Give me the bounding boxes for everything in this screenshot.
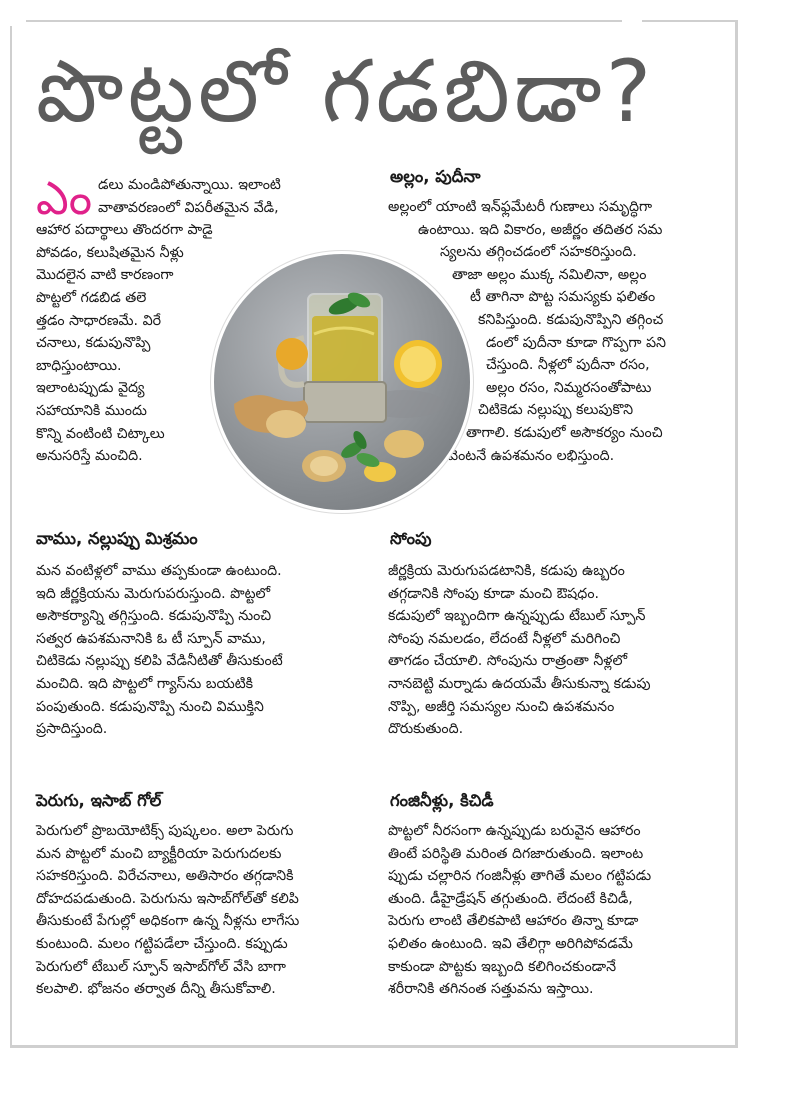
ganji-line: పెరుగు లాంటి తేలికపాటి ఆహారం తిన్నా కూడా [388, 913, 639, 930]
ginger-line: డంలో పుదీనా కూడా గొప్పగా పని [486, 334, 667, 351]
ginger-line: చేస్తుంది. నీళ్లలో పుదీనా రసం, [486, 357, 650, 374]
ginger-line: అల్లం రసం, నిమ్మరసంతోపాటు [486, 379, 652, 396]
ganji-line: తుంది. డీహైడ్రేషన్ తగ్గుతుంది. లేదంటే కిచిడీ, [388, 890, 633, 907]
tea-illustration [214, 254, 470, 510]
sompu-text [388, 560, 718, 741]
perugu-line: దోహదపడుతుంది. పెరుగును ఇసాబ్‌గోల్‌తో కలిపి [36, 890, 299, 907]
ganji-line: ప్పుడు చల్లారిన గంజినీళ్లు తాగితే మలం గట్టిపడు [388, 868, 652, 885]
ginger-line: అల్లంలో యాంటి ఇన్‌ఫ్లమేటరీ గుణాలు సమృద్ధిగా [388, 199, 653, 215]
intro-line: డలు మండిపోతున్నాయి. ఇలాంటి [98, 177, 281, 193]
sompu-line: నానబెట్టి మర్నాడు ఉదయమే తీసుకున్నా కడుపు [388, 675, 651, 692]
section-heading-ginger-mint: అల్లం, పుదీనా [390, 167, 481, 186]
sompu-line: నొప్పి, అజీర్తి సమస్యల నుంచి ఉపశమనం [388, 698, 615, 715]
ginger-line: వెంటనే ఉపశమనం లభిస్తుంది. [448, 447, 615, 464]
intro-line: ఆహార పదార్థాలు తొందరగా పాడై [36, 222, 213, 239]
ginger-line: చిటికెడు నల్లుప్పు కలుపుకొని [478, 402, 634, 419]
ginger-line: ఉంటాయి. ఇది వికారం, అజీర్ణం తదితర సమ [418, 221, 663, 238]
section-heading-ganji: గంజినీళ్లు, కిచిడీ [390, 791, 494, 810]
section-heading-sompu: సోంపు [390, 529, 432, 548]
perugu-line: కుంటుంది. మలం గట్టిపడేలా చేస్తుంది. కప్పుడు [36, 935, 288, 952]
vamu-line: చిటికెడు నల్లుప్పు కలిపి వేడినీటితో తీసుకుంటే [36, 653, 283, 670]
vamu-line: అసౌకర్యాన్ని తగ్గిస్తుంది. కడుపునొప్పి నుంచి [36, 608, 272, 625]
intro-line: సహాయానికి ముందు [36, 402, 147, 419]
section-heading-vamu: వాము, నల్లుప్పు మిశ్రమం [36, 529, 198, 548]
perugu-line: తీసుకుంటే పేగుల్లో అధికంగా ఉన్న నీళ్లను లాగేసు [36, 913, 300, 930]
perugu-line: పెరుగులో ప్రొబయోటిక్స్ పుష్కలం. అలా పెరుగు [36, 823, 294, 839]
ganji-text [388, 820, 718, 1001]
intro-line: త్తడం సాధారణమే. విరే [36, 312, 162, 329]
frame-corner-gap [622, 14, 642, 26]
sompu-line: సోంపు నమలడం, లేదంటే నీళ్లలో మరిగించి [388, 630, 621, 647]
intro-line: అనుసరిస్తే మంచిది. [36, 448, 143, 465]
ganji-line: పొట్టలో నీరసంగా ఉన్నప్పుడు బరువైన ఆహారం [388, 823, 641, 839]
vamu-line: మంచిది. ఇది పొట్టలో గ్యాస్‌ను బయటికి [36, 675, 254, 692]
ginger-line: తాజా అల్లం ముక్క నమిలినా, అల్లం [452, 266, 647, 283]
perugu-line: కలపాలి. భోజనం తర్వాత దీన్ని తీసుకోవాలి. [36, 981, 276, 998]
ginger-line: స్యలను తగ్గించడంలో సహకరిస్తుంది. [440, 244, 637, 261]
intro-line: మొదలైన వాటి కారణంగా [36, 267, 174, 284]
vamu-line: ప్రసాదిస్తుంది. [36, 721, 108, 738]
ginger-line: తాగాలి. కడుపులో అసౌకర్యం నుంచి [466, 424, 663, 441]
drop-cap: ఎం [36, 171, 93, 225]
intro-text [36, 171, 281, 468]
sompu-line: తాగడం చేయాలి. సోంపును రాత్రంతా నీళ్లలో [388, 653, 628, 670]
intro-line: చనాలు, కడుపునొప్పి [36, 335, 151, 352]
perugu-line: పెరుగులో టేబుల్ స్పూన్ ఇసాబ్‌గోల్ వేసి బాగా [36, 958, 286, 975]
vamu-text [36, 560, 366, 741]
ganji-line: కాకుండా పొట్టకు ఇబ్బంది కలిగించకుండానే [388, 958, 617, 975]
intro-line: పోవడం, కలుషితమైన నీళ్లు [36, 244, 184, 261]
ganji-line: శరీరానికి తగినంత సత్తువను ఇస్తాయి. [388, 981, 594, 998]
sompu-line: దొరుకుతుంది. [388, 721, 464, 738]
sompu-line: కడుపులో ఇబ్బందిగా ఉన్నప్పుడు టేబుల్ స్పూన్ [388, 608, 646, 625]
ganji-line: ఫలితం ఉంటుంది. ఇవి తేలిగ్గా అరిగిపోవడమే [388, 935, 633, 952]
intro-line: ఇలాంటప్పుడు వైద్య [36, 380, 145, 397]
section-heading-perugu: పెరుగు, ఇసాబ్ గోల్ [36, 791, 162, 810]
tea-ginger-photo [214, 254, 470, 510]
perugu-text [36, 820, 366, 1001]
frame-corner-gap [8, 14, 26, 26]
vamu-line: పంపుతుంది. కడుపునొప్పి నుంచి విముక్తిని [36, 698, 264, 715]
ganji-line: తింటే పరిస్థితి మరింత దిగజారుతుంది. ఇలాంట [388, 845, 644, 862]
intro-line: పొట్టలో గడబిడ తలె [36, 289, 147, 306]
vamu-line: ఇది జీర్ణక్రియను మెరుగుపరుస్తుంది. పొట్టలో [36, 585, 271, 602]
sompu-line: జీర్ణక్రియ మెరుగుపడటానికి, కడుపు ఉబ్బరం [388, 563, 625, 579]
vamu-line: సత్వర ఉపశమనానికి ఓ టీ స్పూన్ వాము, [36, 630, 266, 647]
ginger-line: కనిపిస్తుంది. కడుపునొప్పిని తగ్గించ [478, 311, 664, 328]
headline: పొట్టలో గడబిడా? [36, 42, 656, 142]
intro-line: బాధిస్తుంటాయి. [36, 357, 122, 374]
perugu-line: సహకరిస్తుంది. విరేచనాలు, అతిసారం తగ్గడానికి [36, 868, 294, 885]
perugu-line: మన పొట్టలో మంచి బ్యాక్టీరియా పెరుగుదలకు [36, 845, 282, 862]
intro-line: కొన్ని వంటింటి చిట్కాలు [36, 425, 165, 442]
ginger-line: టీ తాగినా పొట్ట సమస్యకు ఫలితం [470, 289, 656, 306]
intro-line: వాతావరణంలో విపరీతమైన వేడి, [98, 199, 279, 216]
vamu-line: మన వంటిళ్లలో వాము తప్పకుండా ఉంటుంది. [36, 563, 282, 579]
sompu-line: తగ్గడానికి సోంపు కూడా మంచి ఔషధం. [388, 585, 600, 602]
